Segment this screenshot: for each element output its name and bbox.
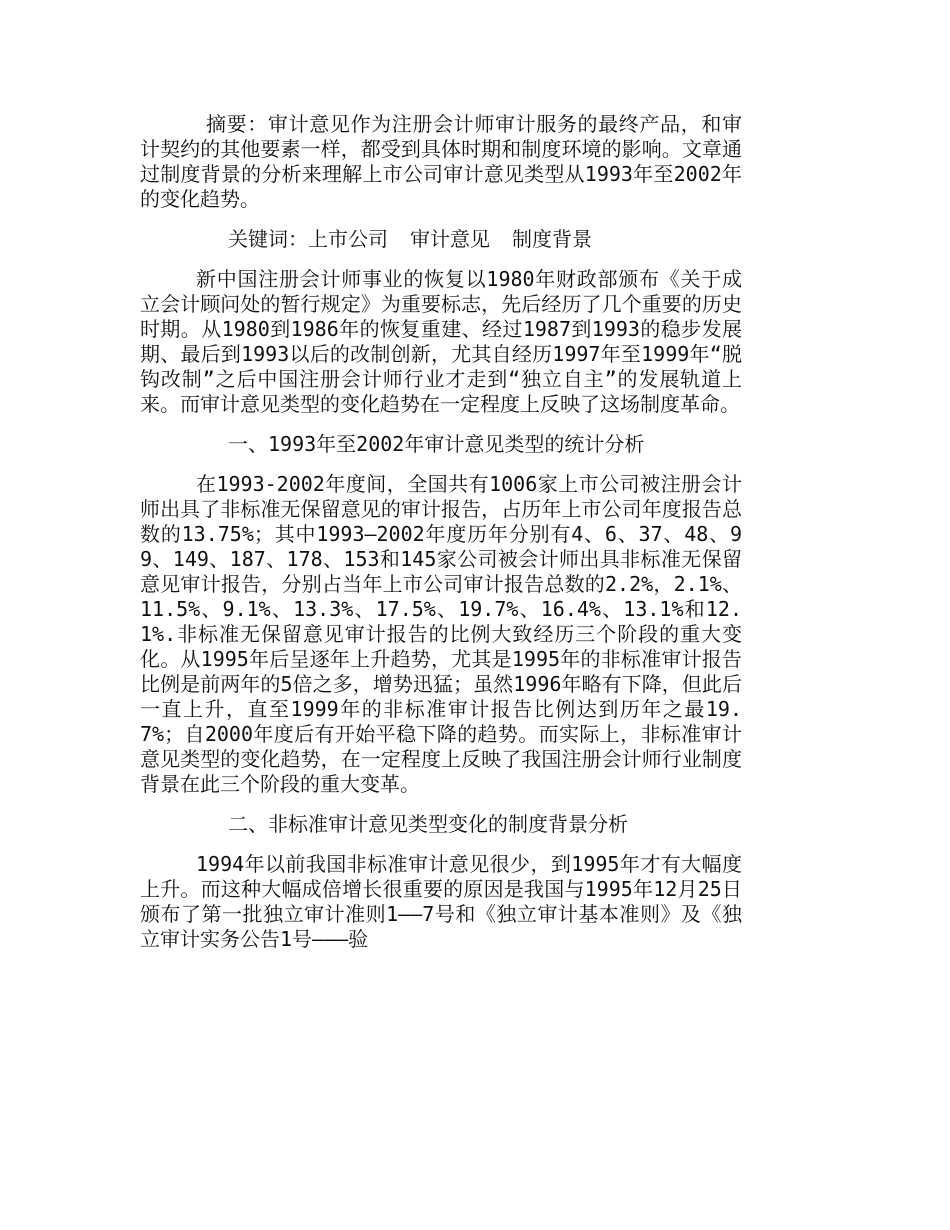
- keywords-line: [140, 227, 742, 252]
- keyword-item: 审计意见: [410, 227, 490, 251]
- keyword-item: 制度背景: [512, 227, 592, 251]
- abstract-paragraph: 摘要：审计意见作为注册会计师审计服务的最终产品，和审计契约的其他要素一样，都受到具体时期和制度环境的影响。文章通过制度背景的分析来理解上市公司审计意见类型从1993年至2002年的变化趋势。: [140, 112, 742, 211]
- section-paragraph: 1994年以前我国非标准审计意见很少，到1995年才有大幅度上升。而这种大幅成倍增长很重要的原因是我国与1995年12月25日颁布了第一批独立审计准则1——7号和《独立审计基本准则》及《独立审计实务公告1号———验: [140, 852, 742, 951]
- section-heading: 二、非标准审计意见类型变化的制度背景分析: [228, 812, 628, 836]
- section-paragraph: 在1993-2002年度间，全国共有1006家上市公司被注册会计师出具了非标准无保留意见的审计报告，占历年上市公司年度报告总数的13.75%；其中1993—2002年度历年分别有4、6、37、48、99、149、187、178、153和145家公司被会计师出具非标准无保留意见审计报告，分别占当年上市公司审计报告总数的2.2%，2.1%、11.5%、9.1%、13.3%、17.5%、19.7%、16.4%、13.1%和12.1%.非标准无保留意见审计报告的比例大致经历三个阶段的重大变化。从1995年后呈逐年上升趋势，尤其是1995年的非标准审计报告比例是前两年的5倍之多，增势迅猛；虽然1996年略有下降，但此后一直上升，直至1999年的非标准审计报告比例达到历年之最19.7%；自2000年度后有开始平稳下降的趋势。而实际上，非标准审计意见类型的变化趋势，在一定程度上反映了我国注册会计师行业制度背景在此三个阶段的重大变革。: [140, 472, 742, 796]
- keyword-item: 上市公司: [308, 227, 388, 251]
- intro-paragraph: 新中国注册会计师事业的恢复以1980年财政部颁布《关于成立会计顾问处的暂行规定》为重要标志，先后经历了几个重要的历史时期。从1980到1986年的恢复重建、经过1987到1993的稳步发展期、最后到1993以后的改制创新，尤其自经历1997年至1999年“脱钩改制”之后中国注册会计师行业才走到“独立自主”的发展轨道上来。而审计意见类型的变化趋势在一定程度上反映了这场制度革命。: [140, 267, 742, 416]
- section-heading: 一、1993年至2002年审计意见类型的统计分析: [228, 432, 645, 456]
- keywords-label: 关键词：: [228, 227, 308, 251]
- document-page: [140, 112, 742, 967]
